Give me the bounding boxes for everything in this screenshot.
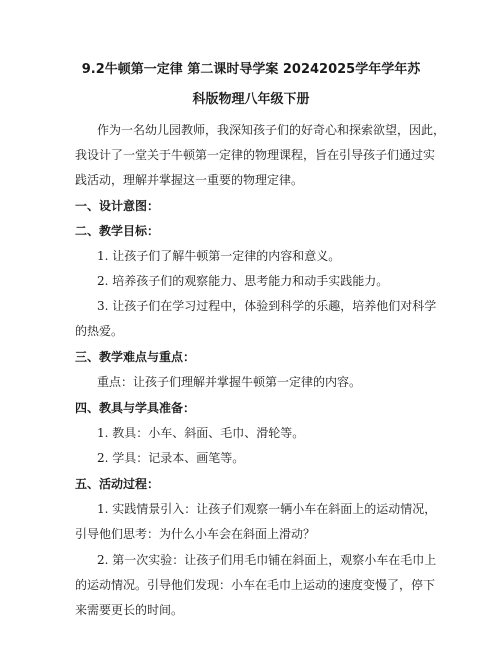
document-title-line-1: 9.2牛顿第一定律 第二课时导学案 20242025学年学年苏 (81, 62, 421, 77)
intro-line-2: 我设计了一堂关于牛顿第一定律的物理课程，旨在引导孩子们通过实 (75, 148, 436, 162)
section-heading-activity-process: 五、活动过程： (75, 477, 160, 491)
section-heading-teaching-goals: 二、教学目标： (75, 224, 160, 238)
activity-item-1: 1. 实践情景引入：让孩子们观察一辆小车在斜面上的运动情况， (97, 502, 437, 516)
section-heading-materials: 四、教具与学具准备： (75, 401, 196, 415)
section-heading-key-points: 三、教学难点与重点： (75, 350, 196, 364)
intro-line-3: 践活动，理解并掌握这一重要的物理定律。 (75, 173, 304, 187)
goal-item-2: 2. 培养孩子们的观察能力、思考能力和动手实践能力。 (97, 274, 389, 288)
activity-item-2: 2. 第一次实验：让孩子们用毛巾铺在斜面上，观察小车在毛巾上 (97, 553, 437, 567)
activity-item-2-continued-1: 的运动情况。引导他们发现：小车在毛巾上运动的速度变慢了，停下 (75, 578, 436, 592)
goal-item-1: 1. 让孩子们了解牛顿第一定律的内容和意义。 (97, 249, 341, 263)
key-point-item: 重点：让孩子们理解并掌握牛顿第一定律的内容。 (97, 375, 362, 389)
document-title-line-2: 科版物理八年级下册 (192, 92, 310, 107)
material-item-2: 2. 学具：记录本、画笔等。 (97, 451, 245, 465)
goal-item-3: 3. 让孩子们在学习过程中，体验到科学的乐趣，培养他们对科学 (97, 299, 437, 313)
goal-item-3-continued: 的热爱。 (75, 324, 124, 338)
material-item-1: 1. 教具：小车、斜面、毛巾、滑轮等。 (97, 426, 305, 440)
activity-item-1-continued: 引导他们思考：为什么小车会在斜面上滑动？ (75, 527, 316, 541)
intro-line-1: 作为一名幼儿园教师，我深知孩子们的好奇心和探索欲望，因此， (97, 123, 446, 137)
activity-item-2-continued-2: 来需要更长的时间。 (75, 603, 184, 617)
section-heading-design-intent: 一、设计意图： (75, 199, 160, 213)
